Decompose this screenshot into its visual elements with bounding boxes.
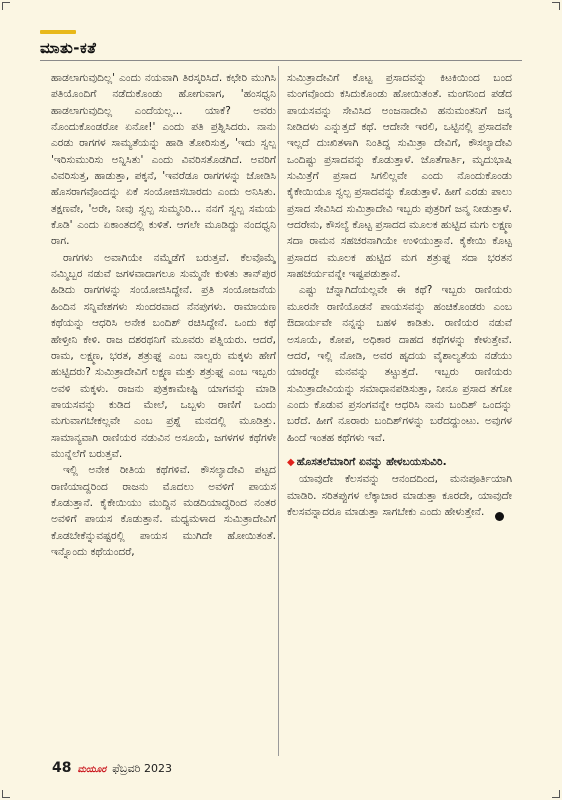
magazine-logo: ಮಯೂರ — [77, 765, 107, 775]
paragraph: ಸುಮಿತ್ರಾದೇವಿಗೆ ಕೊಟ್ಟ ಪ್ರಸಾದವನ್ನು ಕಿಟಕಿಯಿಂದ ಬಂದ ಮಂಗವೊಂದು ಕಸಿದುಕೊಂಡು ಹೋಯಿತಂತೆ. ಮಂಗನಿಂದ ಪಡೆದ ಪಾಯಸವನ್ನು ಸೇವಿಸಿದ ಅಂಜನಾದೇವಿ ಹನುಮಂತನಿಗೆ ಜನ್ಮ ನೀಡಿದಳು ಎನ್ನುತ್ತದೆ ಕಥೆ. ಆದೇನೇ ಇರಲಿ, ಒಟ್ಟಿನಲ್ಲಿ ಪ್ರಸಾದವೇ ಇಲ್ಲದೆ ದುಃಖಿತಳಾಗಿ ನಿಂತಿದ್ದ ಸುಮಿತ್ರಾ ದೇವಿಗೆ, ಕೌಸಲ್ಯಾದೇವಿ ಒಂದಿಷ್ಟು ಪ್ರಸಾದವನ್ನು ಕೊಡುತ್ತಾಳೆ. ಜೊತೆಗಾರ್ತಿ, ಮೃದುಭಾಷಿ ಸುಮಿತ್ರೆಗೆ ಪ್ರಸಾದ ಸಿಗಲಿಲ್ಲವೇ ಎಂದು ನೊಂದುಕೊಂಡು ಕೈಕೇಯಿಯೂ ಸ್ವಲ್ಪ ಪ್ರಸಾದವನ್ನು ಕೊಡುತ್ತಾಳೆ. ಹೀಗೆ ಎರಡು ಪಾಲು ಪ್ರಸಾದ ಸೇವಿಸಿದ ಸುಮಿತ್ರಾದೇವಿ ಇಬ್ಬರು ಪುತ್ರರಿಗೆ ಜನ್ಮ ನೀಡುತ್ತಾಳೆ. ಆದರೇನು, ಕೌಸಲ್ಯೆ ಕೊಟ್ಟ ಪ್ರಸಾದದ ಮೂಲಕ ಹುಟ್ಟಿದ ಮಗು ಲಕ್ಷ್ಮಣ ಸದಾ ರಾಮನ ಸಹಚರನಾಗಿಯೇ ಉಳಿಯುತ್ತಾನೆ. ಕೈಕೇಯಿ ಕೊಟ್ಟ ಪ್ರಸಾದದ ಮೂಲಕ ಹುಟ್ಟಿದ ಮಗ ಶತ್ರುಘ್ನ ಸದಾ ಭರತನ ಸಾಹಚರ್ಯವನ್ನೇ ಇಷ್ಟಪಡುತ್ತಾನೆ. — [287, 72, 512, 281]
column-divider — [278, 66, 279, 756]
interview-question — [287, 454, 512, 471]
crop-mark — [552, 2, 560, 10]
qa-block — [287, 454, 512, 525]
page-footer — [52, 760, 172, 776]
section-title: ಮಾತು-ಕತೆ — [40, 39, 97, 57]
header-rule — [40, 60, 522, 61]
page-number: 48 — [52, 760, 72, 776]
paragraph: ಎಷ್ಟು ಚೆನ್ನಾಗಿದೆಯಲ್ಲವೇ ಈ ಕಥೆ? ಇಬ್ಬರು ರಾಣಿಯರು ಮೂರನೇ ರಾಣಿಯೊಡನೆ ಪಾಯಸವನ್ನು ಹಂಚಿಕೊಂಡರು ಎಂಬ ಔದಾರ್ಯವೇ ನನ್ನನ್ನು ಬಹಳ ಕಾಡಿತು. ರಾಣಿಯರ ನಡುವೆ ಅಸೂಯೆ, ಕೋಪ, ಅಧಿಕಾರ ದಾಹದ ಕಥೆಗಳನ್ನು ಕೇಳುತ್ತೇವೆ. ಆದರೆ, ಇಲ್ಲಿ ನೋಡಿ, ಅವರ ಹೃದಯ ವೈಶಾಲ್ಯತೆಯ ನಡೆಯು ಯಾರದ್ದೇ ಮನವನ್ನು ತಟ್ಟುತ್ತದೆ. ಇಬ್ಬರು ರಾಣಿಯರು ಸುಮಿತ್ರಾದೇವಿಯನ್ನು ಸಮಾಧಾನಪಡಿಸುತ್ತಾ, ನೀನೂ ಪ್ರಸಾದ ತಗೋ ಎಂದು ಕೊಡುವ ಪ್ರಸಂಗವನ್ನೇ ಆಧರಿಸಿ ನಾನು ಬಂದಿಶ್ ಒಂದನ್ನು ಬರೆದೆ. ಹೀಗೆ ನೂರಾರು ಬಂದಿಶ್‌ಗಳನ್ನು ಬರೆದದ್ದುಂಟು. ಅವುಗಳ ಹಿಂದೆ ಇಂತಹ ಕಥೆಗಳು ಇವೆ. — [287, 284, 512, 444]
crop-mark — [552, 790, 560, 798]
issue-date: ಫೆಬ್ರವರಿ 2023 — [112, 762, 172, 775]
interview-answer: ಯಾವುದೇ ಕೆಲಸವನ್ನು ಆನಂದದಿಂದ, ಮನಃಪೂರ್ತಿಯಾಗಿ ಮಾಡಿರಿ. ಸರಿತಪ್ಪುಗಳ ಲೆಕ್ಕಾಚಾರ ಮಾಡುತ್ತಾ ಕೂರದೇ, ಯಾವುದೇ ಕೆಲಸವನ್ನಾದರೂ ಮಾಡುತ್ತಾ ಸಾಗಬೇಕು ಎಂದು ಹೇಳುತ್ತೇನೆ. — [287, 473, 512, 518]
crop-mark — [2, 2, 10, 10]
paragraph: ಇಲ್ಲಿ ಅನೇಕ ರೀತಿಯ ಕಥೆಗಳಿವೆ. ಕೌಸಲ್ಯಾದೇವಿ ಪಟ್ಟದ ರಾಣಿಯಾದ್ದರಿಂದ ರಾಜನು ಮೊದಲು ಅವಳಿಗೆ ಪಾಯಸ ಕೊಡುತ್ತಾನೆ. ಕೈಕೇಯಿಯು ಮುದ್ದಿನ ಮಡದಿಯಾದ್ದರಿಂದ ನಂತರ ಅವಳಿಗೆ ಪಾಯಸ ಕೊಡುತ್ತಾನೆ. ಮಧ್ಯಮಳಾದ ಸುಮಿತ್ರಾದೇವಿಗೆ ಕೊಡಬೇಕೆನ್ನುವಷ್ಟರಲ್ಲಿ ಪಾಯಸ ಮುಗಿದೇ ಹೋಯಿತಂತೆ. ಇನ್ನೊಂದು ಕಥೆಯಂದರೆ, — [51, 464, 276, 558]
left-column — [51, 70, 276, 758]
right-column — [287, 70, 512, 758]
page-header — [40, 30, 522, 61]
paragraph: ರಾಗಗಳು ಅವಾಗಿಯೇ ನಮ್ಮೆಡೆಗೆ ಬರುತ್ತವೆ. ಕೆಲವೊಮ್ಮೆ ನಮ್ಮಿಬ್ಬರ ನಡುವೆ ಜಗಳವಾದಾಗಲೂ ಸುಮ್ಮನೇ ಕುಳಿತು ತಾನ್‌ಪುರ ಹಿಡಿದು ರಾಗಗಳನ್ನು ಸಂಯೋಜಿಸಿದ್ದೇನೆ. ಪ್ರತಿ ಸಂಯೋಜನೆಯ ಹಿಂದಿನ ಸನ್ನಿವೇಶಗಳು ಸುಂದರವಾದ ನೆನಪುಗಳು. ರಾಮಾಯಣ ಕಥೆಯನ್ನು ಆಧರಿಸಿ ಅನೇಕ ಬಂದಿಶ್ ರಚಿಸಿದ್ದೇನೆ. ಒಂದು ಕಥೆ ಹೇಳ್ತೀನಿ ಕೇಳಿ. ರಾಜ ದಶರಥನಿಗೆ ಮೂವರು ಪತ್ನಿಯರು. ಆದರೆ, ರಾಮ, ಲಕ್ಷ್ಮಣ, ಭರತ, ಶತ್ರುಘ್ನ ಎಂಬ ನಾಲ್ವರು ಮಕ್ಕಳು ಹೇಗೆ ಹುಟ್ಟಿದರು? ಸುಮಿತ್ರಾದೇವಿಗೆ ಲಕ್ಷ್ಮಣ ಮತ್ತು ಶತ್ರುಘ್ನ ಎಂಬ ಇಬ್ಬರು ಅವಳಿ ಮಕ್ಕಳು. ರಾಜನು ಪುತ್ರಕಾಮೇಷ್ಟಿ ಯಾಗವನ್ನು ಮಾಡಿ ಪಾಯಸವನ್ನು ಕುಡಿದ ಮೇಲೆ, ಒಬ್ಬಳು ರಾಣಿಗೆ ಒಂದು ಮಗುವಾಗಬೇಕಲ್ಲವೇ ಎಂಬ ಪ್ರಶ್ನೆ ಮನದಲ್ಲಿ ಮೂಡಿತ್ತು. ಸಾಮಾನ್ಯವಾಗಿ ರಾಣಿಯರ ನಡುವಿನ ಅಸೂಯೆ, ಜಗಳಗಳ ಕಥೆಗಳೇ ಮುನ್ನೆಲೆಗೆ ಬರುತ್ತವೆ. — [51, 251, 276, 460]
end-of-article-dot-icon — [495, 512, 504, 521]
question-text: ಹೊಸತಲೆಮಾರಿಗೆ ಏನನ್ನು ಹೇಳಬಯಸುವಿರಿ. — [296, 455, 447, 468]
paragraph: ಹಾಡಲಾಗುವುದಿಲ್ಲ' ಎಂದು ನಯವಾಗಿ ತಿರಸ್ಕರಿಸಿದೆ. ಕಛೇರಿ ಮುಗಿಸಿ ಪತಿಯೊಂದಿಗೆ ನಡೆದುಕೊಂಡು ಹೋಗುವಾಗ, 'ಹಂಸಧ್ವನಿ ಹಾಡಲಾಗುವುದಿಲ್ಲ ಎಂದೆಯಲ್ಲ... ಯಾಕೆ? ಅವರು ನೊಂದುಕೊಂಡರೋ ಏನೋ!' ಎಂದು ಪತಿ ಪ್ರಶ್ನಿಸಿದರು. ನಾನು ಎರಡು ರಾಗಗಳ ಸಾಮ್ಯತೆಯನ್ನು ಹಾಡಿ ತೋರಿಸುತ್ತ, 'ಇದು ಸ್ವಲ್ಪ 'ಇರಿಸುಮುರಿಸು ಅನ್ನಿಸಿತು' ಎಂದು ವಿವರಿಸತೊಡಗಿದೆ. ಅವರಿಗೆ ವಿವರಿಸುತ್ತ, ಹಾಡುತ್ತಾ, ಪಕ್ಕನೆ, 'ಇವರೆಡೂ ರಾಗಗಳನ್ನು ಜೋಡಿಸಿ ಹೊಸರಾಗವೊಂದನ್ನು ಏಕೆ ಸಂಯೋಜಿಸಬಾರದು ಎಂದು ಅನಿಸಿತು. ತಕ್ಷಣವೇ, 'ಅರೇ, ನೀವು ಸ್ವಲ್ಪ ಸುಮ್ಮನಿರಿ... ನನಗೆ ಸ್ವಲ್ಪ ಸಮಯ ಕೊಡಿ' ಎಂದು ಏಕಾಂತದಲ್ಲಿ ಕುಳಿತೆ. ಆಗಲೇ ಮೂಡಿದ್ದು ನಂದಧ್ವನಿ ರಾಗ. — [51, 72, 276, 248]
section-accent-bar — [40, 30, 76, 34]
diamond-bullet-icon: ◆ — [287, 456, 295, 468]
crop-mark — [2, 790, 10, 798]
